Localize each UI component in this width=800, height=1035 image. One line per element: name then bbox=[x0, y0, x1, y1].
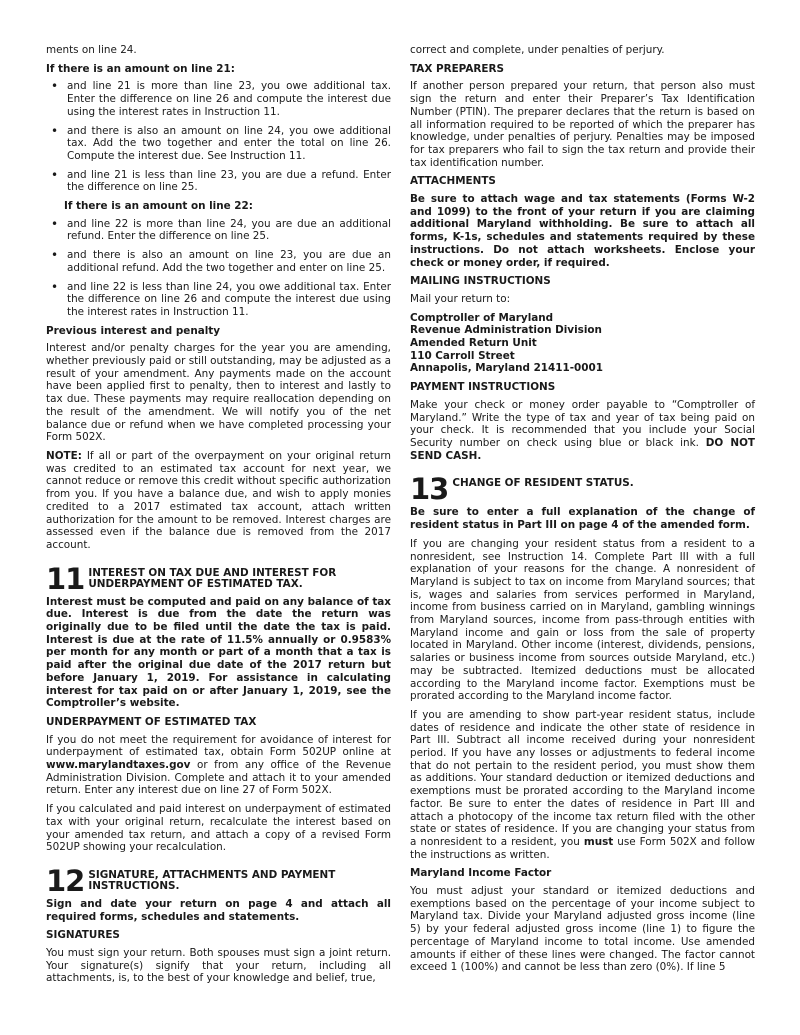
mailing-address bbox=[410, 312, 755, 376]
section-title: SIGNATURE, ATTACHMENTS AND PAYMENT INSTRUCTIONS. bbox=[88, 868, 336, 892]
signatures-heading: SIGNATURES bbox=[46, 929, 120, 942]
section-12-header bbox=[46, 863, 391, 898]
section-13-header bbox=[410, 472, 755, 507]
text: use Form 502X and follow the instructions as written. bbox=[410, 835, 755, 861]
website-link[interactable]: www.marylandtaxes.gov bbox=[46, 759, 191, 772]
left-column bbox=[46, 44, 391, 991]
line-22-heading: If there is an amount on line 22: bbox=[64, 200, 253, 213]
underpayment-heading: UNDERPAYMENT OF ESTIMATED TAX bbox=[46, 715, 257, 728]
interest-bold-text: Interest must be computed and paid on any balance of tax due. Interest is due from the date the return was originally due to be filed until the date the tax is paid. Interest is due at the rate of 11.5% annually or 0.9583% per month for any month or part of a month that a tax is paid after the original due date of the 2017 return but before January 1, 2019. For assistance in calculating interest for tax paid on or after January 1, 2019, see the Comptroller’s website. bbox=[46, 595, 391, 710]
resident-text-1: If you are changing your resident status from a resident to a nonresident, see Instruction 14. Complete Part III with a full explanation of your reasons for the change. A nonresident of Maryland is subject to tax on income from Maryland sources; that is, wages and salaries from services performed in Maryland, income from business carried on in Maryland, gambling winnings from Maryland sources, income from pass-through entities with Maryland income and gain or loss from the sale of property located in Maryland. Other income (interest, dividends, pensions, salaries or business income from sources outside Maryland, etc.) may be subtracted. Itemized deductions must be allocated according to the Maryland income factor. Exemptions must be prorated according to the Maryland income factor. bbox=[410, 537, 755, 703]
list-item: • and line 21 is more than line 23, you owe additional tax. Enter the difference on line 26 and compute the interest due using the interest rates in Instruction 11. bbox=[46, 80, 391, 118]
tax-preparers-heading: TAX PREPARERS bbox=[410, 62, 504, 75]
section-11-header bbox=[46, 561, 391, 596]
emphasis: must bbox=[583, 835, 614, 848]
note-label: NOTE: bbox=[46, 449, 82, 462]
line-21-list bbox=[46, 80, 391, 194]
mailing-text: Mail your return to: bbox=[410, 292, 511, 305]
previous-interest-text: Interest and/or penalty charges for the year you are amending, whether previously paid or still outstanding, may be adjusted as a result of your amendment. Any payments made on the account have been applied first to penalty, then to interest and lastly to tax due. These payments may require reallocation depending on the result of the amendment. We will notify you of the net balance due or refund when we have completed processing your Form 502X. bbox=[46, 342, 391, 444]
list-item: • and there is also an amount on line 24, you owe additional tax. Add the two together and enter the total on line 26. Compute the interest due. See Instruction 11. bbox=[46, 125, 391, 163]
attachments-text: Be sure to attach wage and tax statements (Forms W-2 and 1099) to the front of your return if you are claiming additional Maryland withholding. Be sure to attach all forms, K-1s, schedules and statements required by these instructions. Do not attach worksheets. Enclose your check or money order, if required. bbox=[410, 193, 755, 269]
note-paragraph bbox=[46, 450, 391, 552]
section-title: INTEREST ON TAX DUE AND INTEREST FOR UNDERPAYMENT OF ESTIMATED TAX. bbox=[88, 566, 337, 590]
continued-text: correct and complete, under penalties of perjury. bbox=[410, 44, 665, 56]
income-factor-text: You must adjust your standard or itemized deductions and exemptions based on the percentage of your income subject to Maryland tax. Divide your Maryland adjusted gross income (line 5) by your federal adjusted gross income (line 1) to figure the percentage of Maryland income to total income. Use amended amounts if either of these lines were changed. The factor cannot exceed 1 (100%) and cannot be less than zero (0%). If line 5 bbox=[410, 885, 755, 974]
income-factor-heading: Maryland Income Factor bbox=[410, 867, 552, 880]
right-column bbox=[410, 44, 755, 980]
resident-bold-text: Be sure to enter a full explanation of the change of resident status in Part III on page 4 of the amended form. bbox=[410, 506, 755, 532]
section-number: 11 bbox=[46, 561, 85, 596]
underpayment-text bbox=[46, 734, 391, 798]
address-line: Annapolis, Maryland 21411-0001 bbox=[410, 362, 603, 375]
section-number: 13 bbox=[410, 472, 449, 507]
text: If you do not meet the requirement for avoidance of interest for underpayment of estimated tax, obtain Form 502UP online at bbox=[46, 733, 391, 759]
line-22-list bbox=[46, 218, 391, 319]
mailing-heading: MAILING INSTRUCTIONS bbox=[410, 275, 551, 288]
payment-heading: PAYMENT INSTRUCTIONS bbox=[410, 381, 556, 394]
address-line: 110 Carroll Street bbox=[410, 349, 515, 362]
section-number: 12 bbox=[46, 863, 85, 898]
signatures-text: You must sign your return. Both spouses must sign a joint return. Your signature(s) signify that your return, including all attachments, is, to the best of your knowledge and belief, true, bbox=[46, 947, 391, 985]
list-item: • and line 22 is less than line 24, you owe additional tax. Enter the difference on line 26 and compute the interest due using the interest rates in Instruction 11. bbox=[46, 281, 391, 319]
recalculation-text: If you calculated and paid interest on underpayment of estimated tax with your original return, recalculate the interest based on your amended tax return, and attach a copy of a revised Form 502UP showing your recalculation. bbox=[46, 803, 391, 854]
text: Make your check or money order payable to “Comptroller of Maryland.” Write the type of tax and year of tax being paid on your check. It is recommended that you include your Social Security number on check using blue or black ink. bbox=[410, 398, 755, 449]
tax-preparers-text: If another person prepared your return, that person also must sign the return and enter their Preparer’s Tax Identification Number (PTIN). The preparer declares that the return is based on all information required to be reported of which the preparer has knowledge, under penalties of perjury. Penalties may be imposed for tax preparers who fail to sign the tax return and provide their tax identification number. bbox=[410, 80, 755, 169]
resident-text-2 bbox=[410, 709, 755, 861]
address-line: Revenue Administration Division bbox=[410, 324, 602, 337]
list-item: • and line 21 is less than line 23, you are due a refund. Enter the difference on line 25. bbox=[46, 169, 391, 194]
note-text: If all or part of the overpayment on your original return was credited to an estimated tax account for next year, we cannot reduce or remove this credit without specific authorization from you. If you have a balance due, and wish to apply monies credited to a 2017 estimated tax account, attach written authorization for the amount to be removed. Interest charges are assessed even if the balance due is removed from the 2017 account. bbox=[46, 449, 391, 551]
text: If you are amending to show part-year resident status, include dates of residence and indicate the other state of residence in Part III. Subtract all income received during your nonresident period. If you have any losses or adjustments to federal income that do not pertain to the resident period, you must show them as additions. Your standard deduction or itemized deductions and exemptions must be prorated according to the Maryland income factor. Be sure to enter the dates of residence in Part III and attach a photocopy of the income tax return filed with the other state or states of residence. If you are changing your status from a nonresident to a resident, you bbox=[410, 708, 755, 848]
address-line: Amended Return Unit bbox=[410, 337, 537, 350]
list-item: • and line 22 is more than line 24, you are due an additional refund. Enter the difference on line 25. bbox=[46, 218, 391, 243]
sign-bold-text: Sign and date your return on page 4 and attach all required forms, schedules and statements. bbox=[46, 897, 391, 923]
previous-interest-heading: Previous interest and penalty bbox=[46, 324, 221, 337]
section-title: CHANGE OF RESIDENT STATUS. bbox=[452, 477, 634, 490]
text: or from any office of the Revenue Administration Division. Complete and attach it to your amended return. Enter any interest due on line 27 of Form 502X. bbox=[46, 759, 391, 797]
line-21-heading: If there is an amount on line 21: bbox=[46, 62, 235, 75]
payment-text bbox=[410, 399, 755, 463]
attachments-heading: ATTACHMENTS bbox=[410, 175, 496, 188]
list-item: • and there is also an amount on line 23, you are due an additional refund. Add the two together and enter on line 25. bbox=[46, 249, 391, 274]
continued-text: ments on line 24. bbox=[46, 44, 137, 56]
address-line: Comptroller of Maryland bbox=[410, 311, 554, 324]
no-cash-warning: DO NOT SEND CASH. bbox=[410, 436, 755, 462]
